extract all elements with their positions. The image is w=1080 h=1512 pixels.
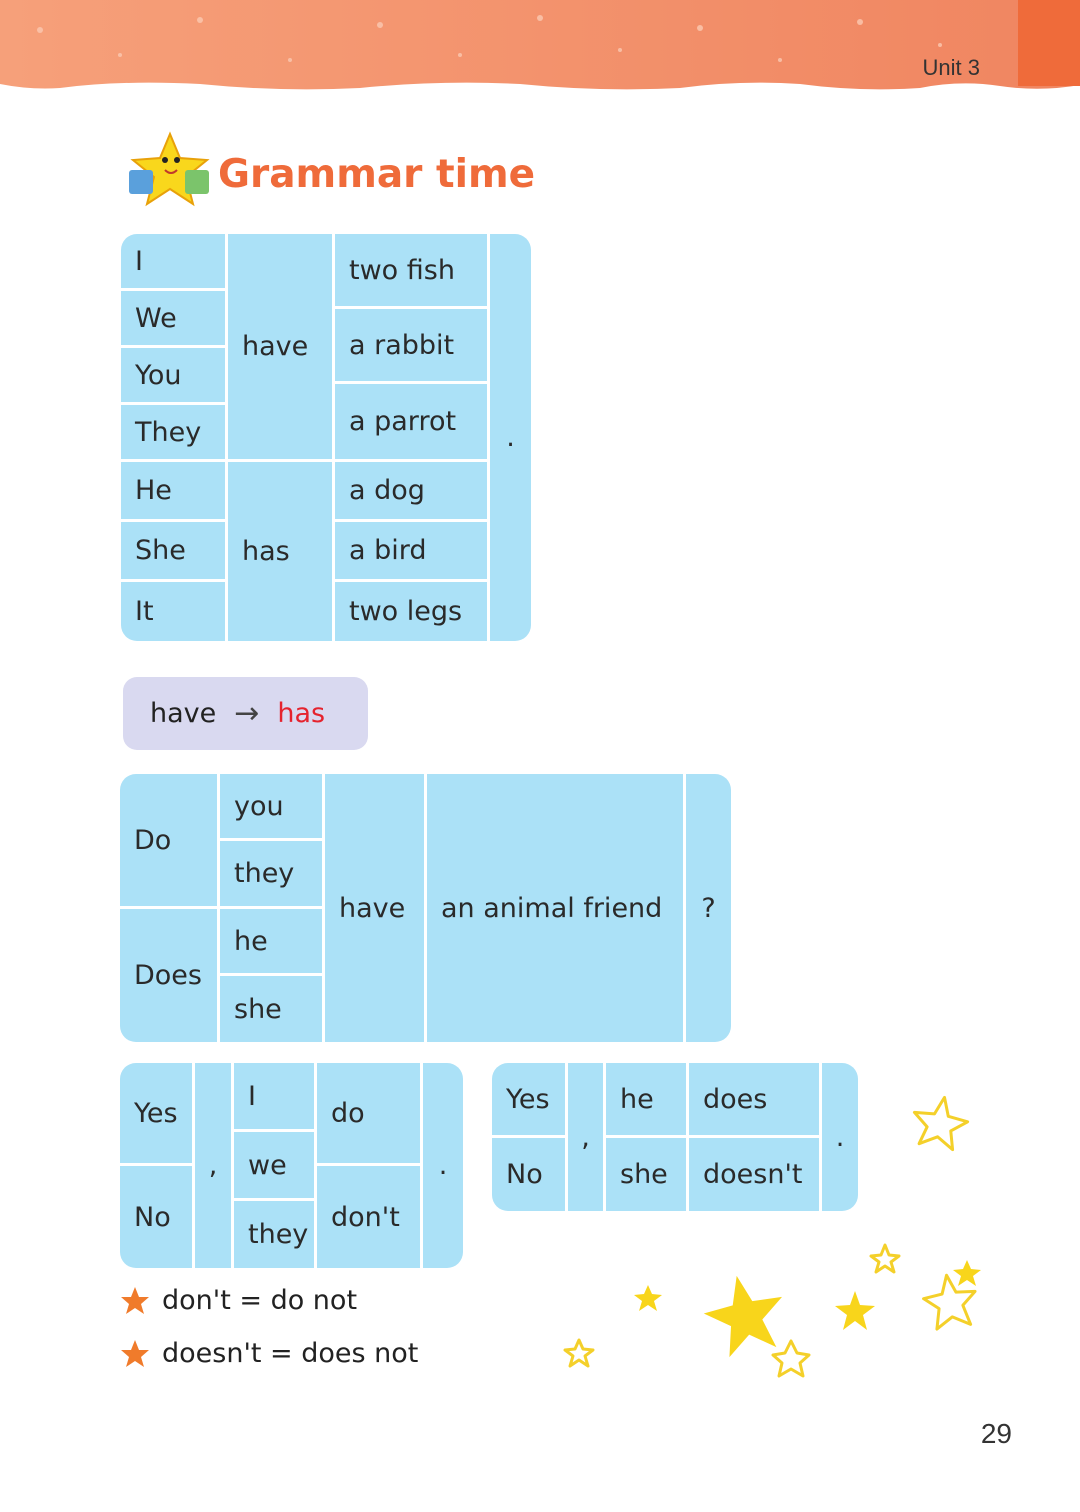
answer-cell: Yes xyxy=(492,1063,565,1135)
subject-cell: They xyxy=(121,405,225,459)
aux-cell: doesn't xyxy=(689,1138,819,1211)
note-text: doesn't = does not xyxy=(162,1338,419,1369)
subject-cell: We xyxy=(121,291,225,345)
object-cell: an animal friend xyxy=(427,774,683,1042)
question-table xyxy=(120,774,731,1042)
object-cell: a bird xyxy=(335,522,487,579)
pronoun-cell: we xyxy=(234,1132,314,1198)
answer-cell: No xyxy=(120,1166,192,1268)
pronoun-cell: he xyxy=(606,1063,686,1135)
aux-cell: does xyxy=(689,1063,819,1135)
star-mascot-icon xyxy=(125,130,215,210)
aux-cell: Does xyxy=(120,909,217,1042)
subject-cell: It xyxy=(121,582,225,641)
object-cell: a rabbit xyxy=(335,309,487,381)
arrow-icon: → xyxy=(234,696,260,731)
answer-cell: No xyxy=(492,1138,565,1211)
object-cell: two legs xyxy=(335,582,487,641)
subject-cell: I xyxy=(121,234,225,288)
object-cell: a parrot xyxy=(335,384,487,459)
aux-cell: don't xyxy=(317,1166,420,1268)
rule-box xyxy=(123,677,368,750)
object-cell: a dog xyxy=(335,462,487,519)
punctuation-cell: . xyxy=(822,1063,858,1211)
subject-cell: She xyxy=(121,522,225,579)
pronoun-cell: you xyxy=(220,774,322,838)
punctuation-cell: . xyxy=(423,1063,463,1268)
rule-from: have xyxy=(150,698,217,729)
answer-cell: Yes xyxy=(120,1063,192,1163)
aux-cell: Do xyxy=(120,774,217,906)
note-item xyxy=(120,1338,418,1369)
note-item xyxy=(120,1285,357,1316)
decorative-stars-icon xyxy=(555,1085,995,1395)
answer-table-plural xyxy=(120,1063,463,1268)
subject-cell: You xyxy=(121,348,225,402)
note-text: don't = do not xyxy=(162,1285,358,1316)
punctuation-cell: ? xyxy=(686,774,731,1042)
rule-to: has xyxy=(277,698,326,729)
aux-cell: do xyxy=(317,1063,420,1163)
pronoun-cell: she xyxy=(220,976,322,1042)
pronoun-cell: they xyxy=(234,1201,314,1268)
page-number: 29 xyxy=(980,1418,1012,1449)
star-bullet-icon xyxy=(120,1339,150,1369)
section-title: Grammar time xyxy=(218,152,536,197)
header-banner xyxy=(0,0,1080,90)
pronoun-cell: they xyxy=(220,841,322,906)
object-cell: two fish xyxy=(335,234,487,306)
have-has-table xyxy=(121,234,531,641)
verb-cell: have xyxy=(325,774,424,1042)
subject-cell: He xyxy=(121,462,225,519)
comma-cell: , xyxy=(195,1063,231,1268)
verb-cell: have xyxy=(228,234,332,459)
pronoun-cell: she xyxy=(606,1138,686,1211)
punctuation-cell: . xyxy=(490,234,531,641)
pronoun-cell: I xyxy=(234,1063,314,1129)
star-bullet-icon xyxy=(120,1286,150,1316)
verb-cell: has xyxy=(228,462,332,641)
comma-cell: , xyxy=(568,1063,603,1211)
pronoun-cell: he xyxy=(220,909,322,973)
unit-label: Unit 3 xyxy=(922,55,980,80)
